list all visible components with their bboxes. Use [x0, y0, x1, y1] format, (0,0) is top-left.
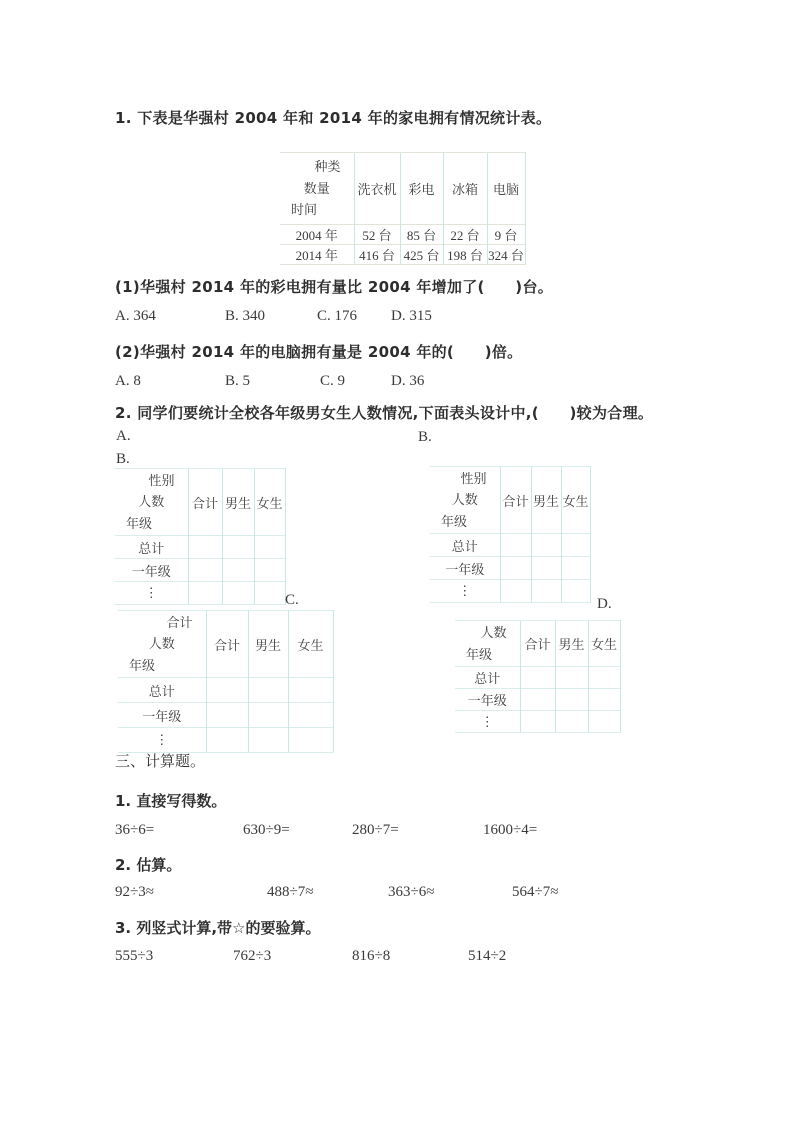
table-row [455, 667, 620, 689]
corner-cell [115, 469, 188, 536]
stats-col-header-computer: 电脑 [487, 153, 525, 225]
header-design-table-a [115, 468, 286, 605]
stats-col-header-fridge: 冰箱 [443, 153, 487, 225]
corner-line-count: 人数 [451, 492, 478, 508]
header-design-table-b [430, 466, 591, 603]
part-3-problems [115, 948, 675, 968]
problem: 564÷7≈ [512, 884, 559, 900]
cell-value: 22 台 [443, 225, 487, 245]
section-3-title: 三、计算题。 [115, 754, 206, 770]
corner-line-grade: 年级 [466, 646, 493, 662]
corner-cell [455, 621, 520, 667]
row-label: 一年级 [115, 559, 188, 582]
part-1-label: 1. 直接写得数。 [115, 792, 227, 810]
table-row [115, 582, 285, 605]
table-row [115, 559, 285, 582]
cell-value: 425 台 [400, 245, 443, 265]
problem: 1600÷4= [483, 822, 538, 838]
table-row [430, 580, 590, 603]
corner-line-grade: 年级 [441, 513, 468, 529]
problem: 488÷7≈ [267, 884, 314, 900]
option-b-label-left: B. [116, 451, 130, 467]
corner-line-grade: 年级 [129, 657, 156, 673]
table-row [118, 703, 333, 728]
header-row [455, 621, 620, 667]
question-1-2-prompt: (2)华强村 2014 年的电脑拥有量是 2004 年的( )倍。 [115, 343, 523, 361]
problem: 363÷6≈ [388, 884, 435, 900]
table-row [455, 711, 620, 733]
appliance-stats-table [280, 152, 526, 265]
col-header-boys: 男生 [222, 469, 254, 536]
corner-line-grade: 年级 [126, 515, 153, 531]
question-1-1-prompt: (1)华强村 2014 年的彩电拥有量比 2004 年增加了( )台。 [115, 278, 554, 296]
corner-line-count: 人数 [138, 494, 165, 510]
stats-header-row [280, 153, 525, 225]
part-1-problems [115, 822, 675, 842]
col-header-girls: 女生 [588, 621, 620, 667]
cell-value: 9 台 [487, 225, 525, 245]
header-design-table-c [118, 610, 334, 753]
cell-value: 85 台 [400, 225, 443, 245]
col-header-girls: 女生 [561, 467, 590, 534]
option-c: C. 9 [320, 373, 346, 389]
question-1-prompt: 1. 下表是华强村 2004 年和 2014 年的家电拥有情况统计表。 [115, 109, 552, 127]
option-a: A. 8 [115, 373, 141, 389]
corner-line-gender: 性别 [148, 473, 175, 488]
option-b: B. 340 [225, 308, 266, 324]
col-header-girls: 女生 [254, 469, 285, 536]
stats-row-2004 [280, 225, 525, 245]
stats-row-2014 [280, 245, 525, 265]
part-2-problems [115, 884, 675, 904]
option-a-label: A. [116, 428, 131, 444]
table-row [430, 534, 590, 557]
cell-value: 324 台 [487, 245, 525, 265]
col-header-total: 合计 [188, 469, 222, 536]
option-c-label: C. [285, 592, 299, 608]
option-d: D. 315 [391, 308, 432, 324]
table-row [115, 536, 285, 559]
row-label: 2004 年 [280, 225, 354, 245]
row-label: 一年级 [455, 689, 520, 711]
row-label: 2014 年 [280, 245, 354, 265]
part-3-label: 3. 列竖式计算,带☆的要验算。 [115, 919, 321, 937]
corner-line-time: 时间 [291, 202, 318, 218]
option-d: D. 36 [391, 373, 425, 389]
col-header-total: 合计 [520, 621, 555, 667]
table-row [118, 678, 333, 703]
col-header-boys: 男生 [531, 467, 561, 534]
question-1-1-options [115, 308, 675, 328]
problem: 92÷3≈ [115, 884, 154, 900]
option-b-label-right: B. [418, 429, 432, 445]
option-a: A. 364 [115, 308, 156, 324]
stats-corner-cell [280, 153, 354, 225]
stats-col-header-washer: 洗衣机 [354, 153, 400, 225]
corner-line-quantity: 数量 [303, 180, 330, 196]
corner-line-count: 人数 [480, 625, 507, 641]
header-design-table-d [455, 620, 621, 733]
question-2-prompt: 2. 同学们要统计全校各年级男女生人数情况,下面表头设计中,( )较为合理。 [115, 404, 654, 422]
option-d-label: D. [597, 596, 612, 612]
table-row [455, 689, 620, 711]
problem: 762÷3 [233, 948, 272, 964]
cell-value: 52 台 [354, 225, 400, 245]
option-c: C. 176 [317, 308, 358, 324]
corner-cell [118, 611, 206, 678]
row-label: 总计 [118, 678, 206, 703]
row-label: 一年级 [430, 557, 500, 580]
stats-col-header-tv: 彩电 [400, 153, 443, 225]
row-label: 总计 [430, 534, 500, 557]
cell-value: 416 台 [354, 245, 400, 265]
col-header-total: 合计 [206, 611, 248, 678]
col-header-total: 合计 [500, 467, 531, 534]
row-label: ⋮ [455, 711, 520, 733]
row-label: 一年级 [118, 703, 206, 728]
question-1-2-options [115, 373, 675, 393]
table-row [430, 557, 590, 580]
corner-line-count: 人数 [148, 636, 175, 652]
problem: 630÷9= [243, 822, 290, 838]
row-label: ⋮ [115, 582, 188, 605]
problem: 555÷3 [115, 948, 154, 964]
row-label: 总计 [455, 667, 520, 689]
problem: 280÷7= [352, 822, 399, 838]
problem: 514÷2 [468, 948, 507, 964]
row-label: ⋮ [118, 728, 206, 753]
corner-cell [430, 467, 500, 534]
col-header-boys: 男生 [555, 621, 588, 667]
row-label: ⋮ [430, 580, 500, 603]
part-2-label: 2. 估算。 [115, 856, 182, 874]
problem: 816÷8 [352, 948, 391, 964]
col-header-boys: 男生 [248, 611, 288, 678]
corner-line-gender: 性别 [460, 471, 487, 486]
corner-line-total: 合计 [166, 615, 193, 630]
option-b: B. 5 [225, 373, 251, 389]
cell-value: 198 台 [443, 245, 487, 265]
problem: 36÷6= [115, 822, 155, 838]
header-row [115, 469, 285, 536]
header-row [118, 611, 333, 678]
col-header-girls: 女生 [288, 611, 333, 678]
corner-line-category: 种类 [314, 159, 341, 175]
header-row [430, 467, 590, 534]
row-label: 总计 [115, 536, 188, 559]
